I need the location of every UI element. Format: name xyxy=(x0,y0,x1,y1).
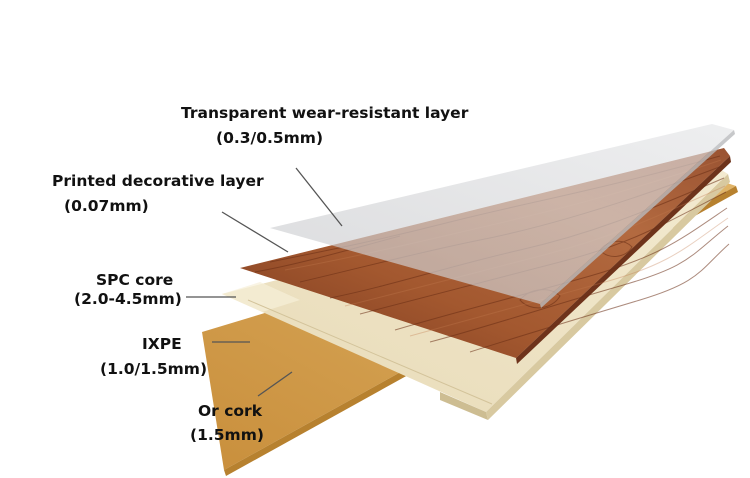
label-cork-name: Or cork xyxy=(198,402,263,420)
label-ixpe-name: IXPE xyxy=(142,335,182,353)
label-wear-layer-name: Transparent wear-resistant layer xyxy=(181,104,469,122)
leader-decorative-layer xyxy=(222,212,288,252)
label-wear-layer-thickness: (0.3/0.5mm) xyxy=(216,129,324,147)
label-decorative-layer-name: Printed decorative layer xyxy=(52,172,264,190)
label-spc-core-name: SPC core xyxy=(96,271,174,289)
label-cork-thickness: (1.5mm) xyxy=(190,426,264,444)
label-spc-core-thickness: (2.0-4.5mm) xyxy=(74,290,182,308)
label-ixpe-thickness: (1.0/1.5mm) xyxy=(100,360,208,378)
label-decorative-layer-thickness: (0.07mm) xyxy=(64,197,149,215)
